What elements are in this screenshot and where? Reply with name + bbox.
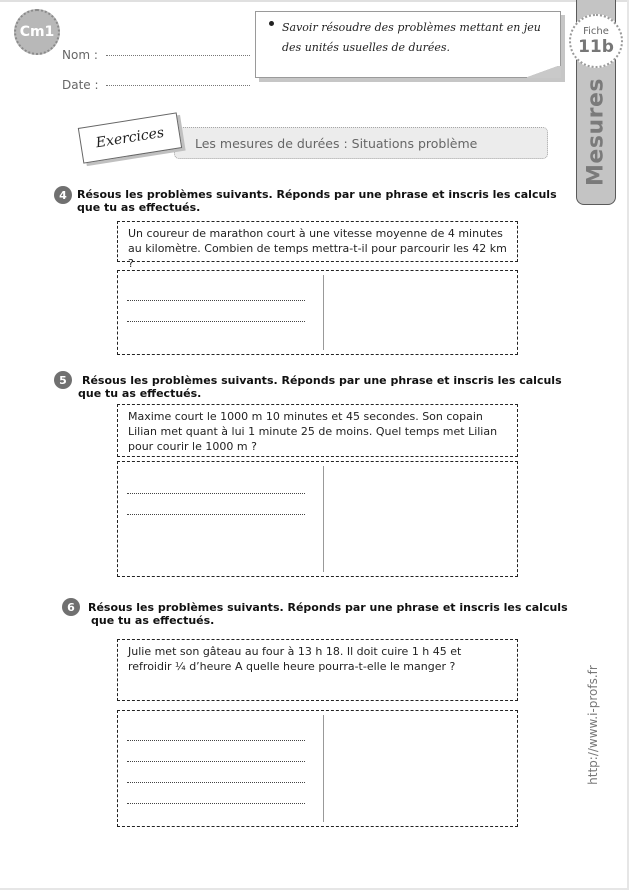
column-divider [323, 466, 324, 572]
exercise-instruction [88, 601, 568, 627]
answer-line[interactable] [127, 740, 305, 741]
answer-line[interactable] [127, 300, 305, 301]
answer-line[interactable] [127, 514, 305, 515]
instruction-line-1: Résous les problèmes suivants. Réponds par une phrase et inscris les calculs [82, 374, 562, 387]
level-label: Cm1 [19, 24, 55, 40]
page-curl-icon [527, 66, 561, 78]
date-label: Date : [62, 78, 99, 92]
fiche-label: Fiche [583, 26, 609, 37]
answer-line[interactable] [127, 493, 305, 494]
section-title: Les mesures de durées : Situations problème [195, 135, 478, 151]
answer-box [117, 270, 518, 355]
exercise-number: 5 [59, 373, 67, 387]
problem-text: Maxime court le 1000 m 10 minutes et 45 secondes. Son copain Lilian met quant à lui 1 minute 25 de moins. Quel temps met Lilian pour courir le 1000 m ? [128, 410, 498, 453]
problem-box [117, 221, 518, 270]
exercise-number-badge [62, 598, 80, 616]
exercise-number-badge [54, 371, 72, 389]
column-divider [323, 275, 324, 350]
date-dotted-line[interactable] [106, 84, 250, 86]
answer-line[interactable] [127, 782, 305, 783]
exercise-number-badge [54, 186, 72, 204]
side-tab-label: Mesures [583, 78, 609, 186]
exercices-label: Exercices [94, 124, 166, 152]
problem-text: Un coureur de marathon court à une vitesse moyenne de 4 minutes au kilomètre. Combien de temps mettra-t-il pour parcourir les 42 km ? [128, 227, 507, 270]
instruction-line-2: que tu as effectués. [91, 614, 215, 627]
column-divider [323, 715, 324, 822]
answer-line[interactable] [127, 321, 305, 322]
exercise-instruction [78, 374, 562, 400]
problem-box [117, 404, 518, 457]
level-badge [14, 9, 60, 55]
instruction-line-2: que tu as effectués. [78, 387, 202, 400]
exercise-number: 4 [59, 188, 67, 202]
section-banner [174, 127, 548, 159]
exercices-card [78, 112, 182, 163]
answer-box [117, 461, 518, 577]
objective-text: Savoir résoudre des problèmes mettant en jeu des unités usuelles de durées. [282, 21, 541, 54]
name-dotted-line[interactable] [106, 54, 250, 56]
exercise-instruction [77, 188, 557, 214]
fiche-badge [569, 14, 623, 68]
answer-line[interactable] [127, 803, 305, 804]
date-field[interactable] [62, 78, 250, 92]
problem-text: Julie met son gâteau au four à 13 h 18. Il doit cuire 1 h 45 et refroidir ¼ d’heure A quelle heure pourra-t-elle le manger ? [128, 645, 462, 673]
calculation-area[interactable] [325, 271, 517, 354]
fiche-number: 11b [578, 37, 614, 57]
name-field[interactable] [62, 48, 250, 62]
calculation-area[interactable] [325, 711, 517, 826]
instruction-line-1: Résous les problèmes suivants. Réponds par une phrase et inscris les calculs [88, 601, 568, 614]
name-label: Nom : [62, 48, 98, 62]
instruction-line-2: que tu as effectués. [77, 201, 201, 214]
site-url[interactable]: http://www.i-profs.fr [586, 665, 600, 785]
top-border [0, 0, 629, 2]
calculation-area[interactable] [325, 462, 517, 576]
instruction-line-1: Résous les problèmes suivants. Réponds par une phrase et inscris les calculs [77, 188, 557, 201]
problem-box [117, 639, 518, 701]
exercise-number: 6 [67, 600, 75, 614]
answer-line[interactable] [127, 761, 305, 762]
bullet-icon [269, 21, 274, 26]
answer-box [117, 710, 518, 827]
objective-note [255, 11, 561, 78]
